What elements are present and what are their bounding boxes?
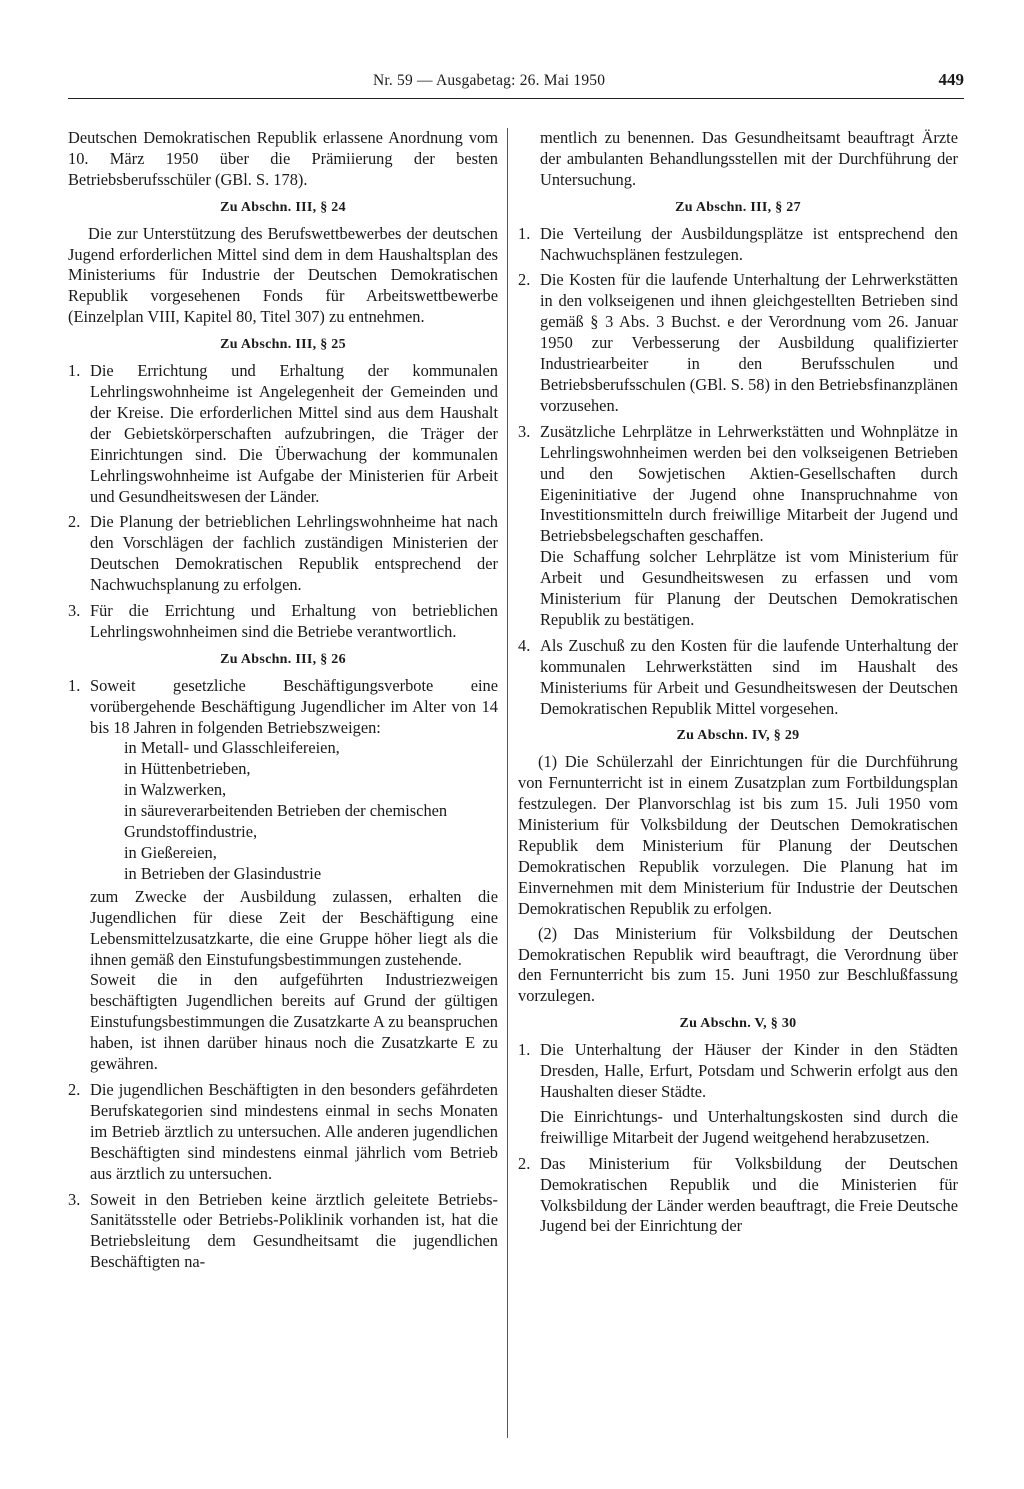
list-item — [68, 361, 498, 507]
left-column — [68, 128, 498, 1278]
list-item — [68, 676, 498, 1075]
item-number: 2. — [68, 1079, 81, 1099]
list-item — [518, 1040, 958, 1149]
continued-text: mentlich zu benennen. Das Gesundheitsamt beauftragt Ärzte der ambulanten Behandlungsstellen mit der Durchführung der Untersuchung. — [540, 128, 958, 189]
item-text-continued: zum Zwecke der Ausbildung zulassen, erhalten die Jugendlichen für diese Zeit der Beschäftigung eine Lebensmittelzusatzkarte, die eine Gruppe höher liegt als die ihnen gemäß den Einstufungsbestimmungen zustehende. — [90, 886, 498, 969]
continued-paragraph: Deutschen Demokratischen Republik erlassene Anordnung vom 10. März 1950 über die Prämiierung der besten Betriebsberufsschüler (GBl. S. 178). — [68, 128, 498, 189]
list-item — [68, 1190, 498, 1274]
item-text-paragraph: Soweit die in den aufgeführten Industriezweigen beschäftigten Jugendlichen bereits auf Grund der gültigen Einstufungsbestimmungen die Zusatzkarte A zu beanspruchen haben, ist ihnen darüber hinaus noch die Zusatzkarte E zu gewähren. — [90, 970, 498, 1074]
item-number: 3. — [68, 1189, 81, 1209]
item-text: Das Ministerium für Volksbildung der Deutschen Demokratischen Republik und die Ministerien für Volksbildung der Länder werden beauftragt, die Freie Deutsche Jugend bei der Einrichtung der — [540, 1153, 958, 1236]
column-divider — [507, 128, 508, 1438]
issue-line: Nr. 59 — Ausgabetag: 26. Mai 1950 — [373, 72, 606, 89]
sublist-item: in Betrieben der Glasindustrie — [124, 863, 322, 883]
item-text: Für die Errichtung und Erhaltung von betrieblichen Lehrlingswohnheimen sind die Betriebe verantwortlich. — [90, 601, 498, 641]
section-heading-30: Zu Abschn. V, § 30 — [679, 1016, 797, 1032]
section-29-paragraph-2: (2) Das Ministerium für Volksbildung der Deutschen Demokratischen Republik wird beauftragt, die Verordnung über den Fernunterricht bis zum 15. Juni 1950 zur Beschlußfassung vorzulegen. — [518, 923, 958, 1006]
list-item — [68, 1080, 498, 1185]
item-number: 2. — [518, 270, 531, 290]
list-item — [68, 601, 498, 643]
sublist-item: in Metall- und Glasschleifereien, — [124, 738, 340, 758]
item-number: 3. — [68, 601, 81, 621]
item-number: 1. — [68, 361, 81, 381]
list-item-continued — [518, 128, 958, 191]
page-number: 449 — [938, 70, 964, 89]
item-text: Die Unterhaltung der Häuser der Kinder in den Städten Dresden, Halle, Erfurt, Potsdam und Schwerin erfolgt aus den Haushalten dieser Städte. — [540, 1040, 958, 1101]
list-item — [518, 270, 958, 416]
section-heading-27: Zu Abschn. III, § 27 — [675, 199, 801, 215]
list-item — [518, 422, 958, 631]
sublist-item: in Walzwerken, — [124, 780, 227, 800]
item-text-paragraph: Die Einrichtungs- und Unterhaltungskosten sind durch die freiwillige Mitarbeit der Jugend weitgehend herabzusetzen. — [540, 1106, 958, 1147]
item-text: Die jugendlichen Beschäftigten in den besonders gefährdeten Berufskategorien sind mindestens einmal in sechs Monaten im Betrieb ärztlich zu untersuchen. Alle anderen jugendlichen Beschäftigten sind mindestens einmal jährlich vom Betrieb aus ärztlich zu untersuchen. — [90, 1079, 498, 1183]
item-text: Die Errichtung und Erhaltung der kommunalen Lehrlingswohnheime ist Angelegenheit der Gemeinden und der Kreise. Die erforderlichen Mittel sind aus dem Haushalt der Gebietskörperschaften aufzubringen, die Träger der Einrichtungen sind. Die Überwachung der kommunalen Lehrlingswohnheime ist Aufgabe der Ministerien für Arbeit und Gesundheitswesen der Länder. — [90, 361, 498, 506]
section-heading-29: Zu Abschn. IV, § 29 — [676, 728, 800, 744]
item-number: 4. — [518, 635, 531, 655]
list-item — [68, 512, 498, 596]
section-24-text: Die zur Unterstützung des Berufswettbewerbes der deutschen Jugend erforderlichen Mittel sind dem in dem Haushaltsplan des Ministeriums für Industrie der Deutschen Demokratischen Republik vorgesehenen Fonds für Arbeitswettbewerbe (Einzelplan VIII, Kapitel 80, Titel 307) zu entnehmen. — [68, 223, 498, 327]
page-header — [68, 72, 964, 99]
right-column — [518, 128, 958, 1242]
list-item — [518, 224, 958, 266]
item-text: Die Kosten für die laufende Unterhaltung der Lehrwerkstätten in den volkseigenen und ihnen gleichgestellten Betrieben sind gemäß § 3 Abs. 3 Buchst. e der Verordnung vom 26. Januar 1950 zur Verbesserung der Ausbildung qualifizierter Industriearbeiter in den Berufsschulen und Betriebsberufsschulen (GBl. S. 58) in den Betriebsfinanzplänen vorzusehen. — [540, 270, 958, 415]
item-text: Soweit gesetzliche Beschäftigungsverbote eine vorübergehende Beschäftigung Jugendlicher im Alter von 14 bis 18 Jahren in folgenden Betriebszweigen: — [90, 675, 498, 737]
item-text: Die Planung der betrieblichen Lehrlingswohnheime hat nach den Vorschlägen der fachlich zuständigen Ministerien der Deutschen Demokratischen Republik entsprechend der Nachwuchsplanung zu erfolgen. — [90, 512, 498, 595]
item-number: 3. — [518, 421, 531, 441]
item-number: 1. — [68, 675, 81, 695]
section-29-paragraph-1: (1) Die Schülerzahl der Einrichtungen für die Durchführung von Fernunterricht ist in einem Zusatzplan zum Fortbildungsplan festzulegen. Der Planvorschlag ist bis zum 15. Juli 1950 vom Ministerium für Volksbildung der Deutschen Demokratischen Republik dem Ministerium für Planung der Deutschen Demokratischen Republik vorzulegen. Die Planung hat im Einvernehmen mit dem Ministerium für Industrie der Deutschen Demokratischen Republik zu erfolgen. — [518, 752, 958, 918]
section-heading-25: Zu Abschn. III, § 25 — [220, 337, 346, 353]
sublist-item: in Gießereien, — [124, 843, 217, 862]
item-text: Als Zuschuß zu den Kosten für die laufende Unterhaltung der kommunalen Lehrwerkstätten sind im Haushalt des Ministeriums für Arbeit und Gesundheitswesen der Deutschen Demokratischen Republik Mittel vorgesehen. — [540, 635, 958, 718]
list-item — [518, 636, 958, 720]
item-number: 1. — [518, 1040, 531, 1060]
industry-sublist — [124, 738, 498, 884]
item-text-paragraph: Die Schaffung solcher Lehrplätze ist vom Ministerium für Arbeit und Gesundheitswesen zu erfassen und vom Ministerium für Planung der Deutschen Demokratischen Republik zu bestätigen. — [540, 547, 958, 629]
section-heading-26: Zu Abschn. III, § 26 — [220, 651, 346, 667]
item-text: Soweit in den Betrieben keine ärztlich geleitete Betriebs-Sanitätsstelle oder Betriebs-Poliklinik vorhanden ist, hat die Betriebsleitung dem Gesundheitsamt die jugendlichen Beschäftigten na- — [90, 1189, 498, 1272]
item-text: Zusätzliche Lehrplätze in Lehrwerkstätten und Wohnplätze in Lehrlingswohnheimen werden bei den volkseigenen Betrieben und den Sowjetischen Aktien-Gesellschaften durch Eigeninitiative der Jugend ohne Inanspruchnahme von Investitionsmitteln durch freiwillige Mitarbeit der Jugend und Betriebsbelegschaften geschaffen. — [540, 421, 958, 546]
section-heading-24: Zu Abschn. III, § 24 — [220, 199, 346, 215]
item-number: 2. — [68, 512, 81, 532]
item-text: Die Verteilung der Ausbildungsplätze ist entsprechend den Nachwuchsplänen festzulegen. — [540, 223, 958, 264]
item-number: 2. — [518, 1153, 531, 1173]
sublist-item: in säureverarbeitenden Betrieben der chemischen Grundstoffindustrie, — [124, 801, 448, 842]
list-item — [518, 1154, 958, 1238]
sublist-item: in Hüttenbetrieben, — [124, 759, 251, 779]
item-number: 1. — [518, 223, 531, 243]
